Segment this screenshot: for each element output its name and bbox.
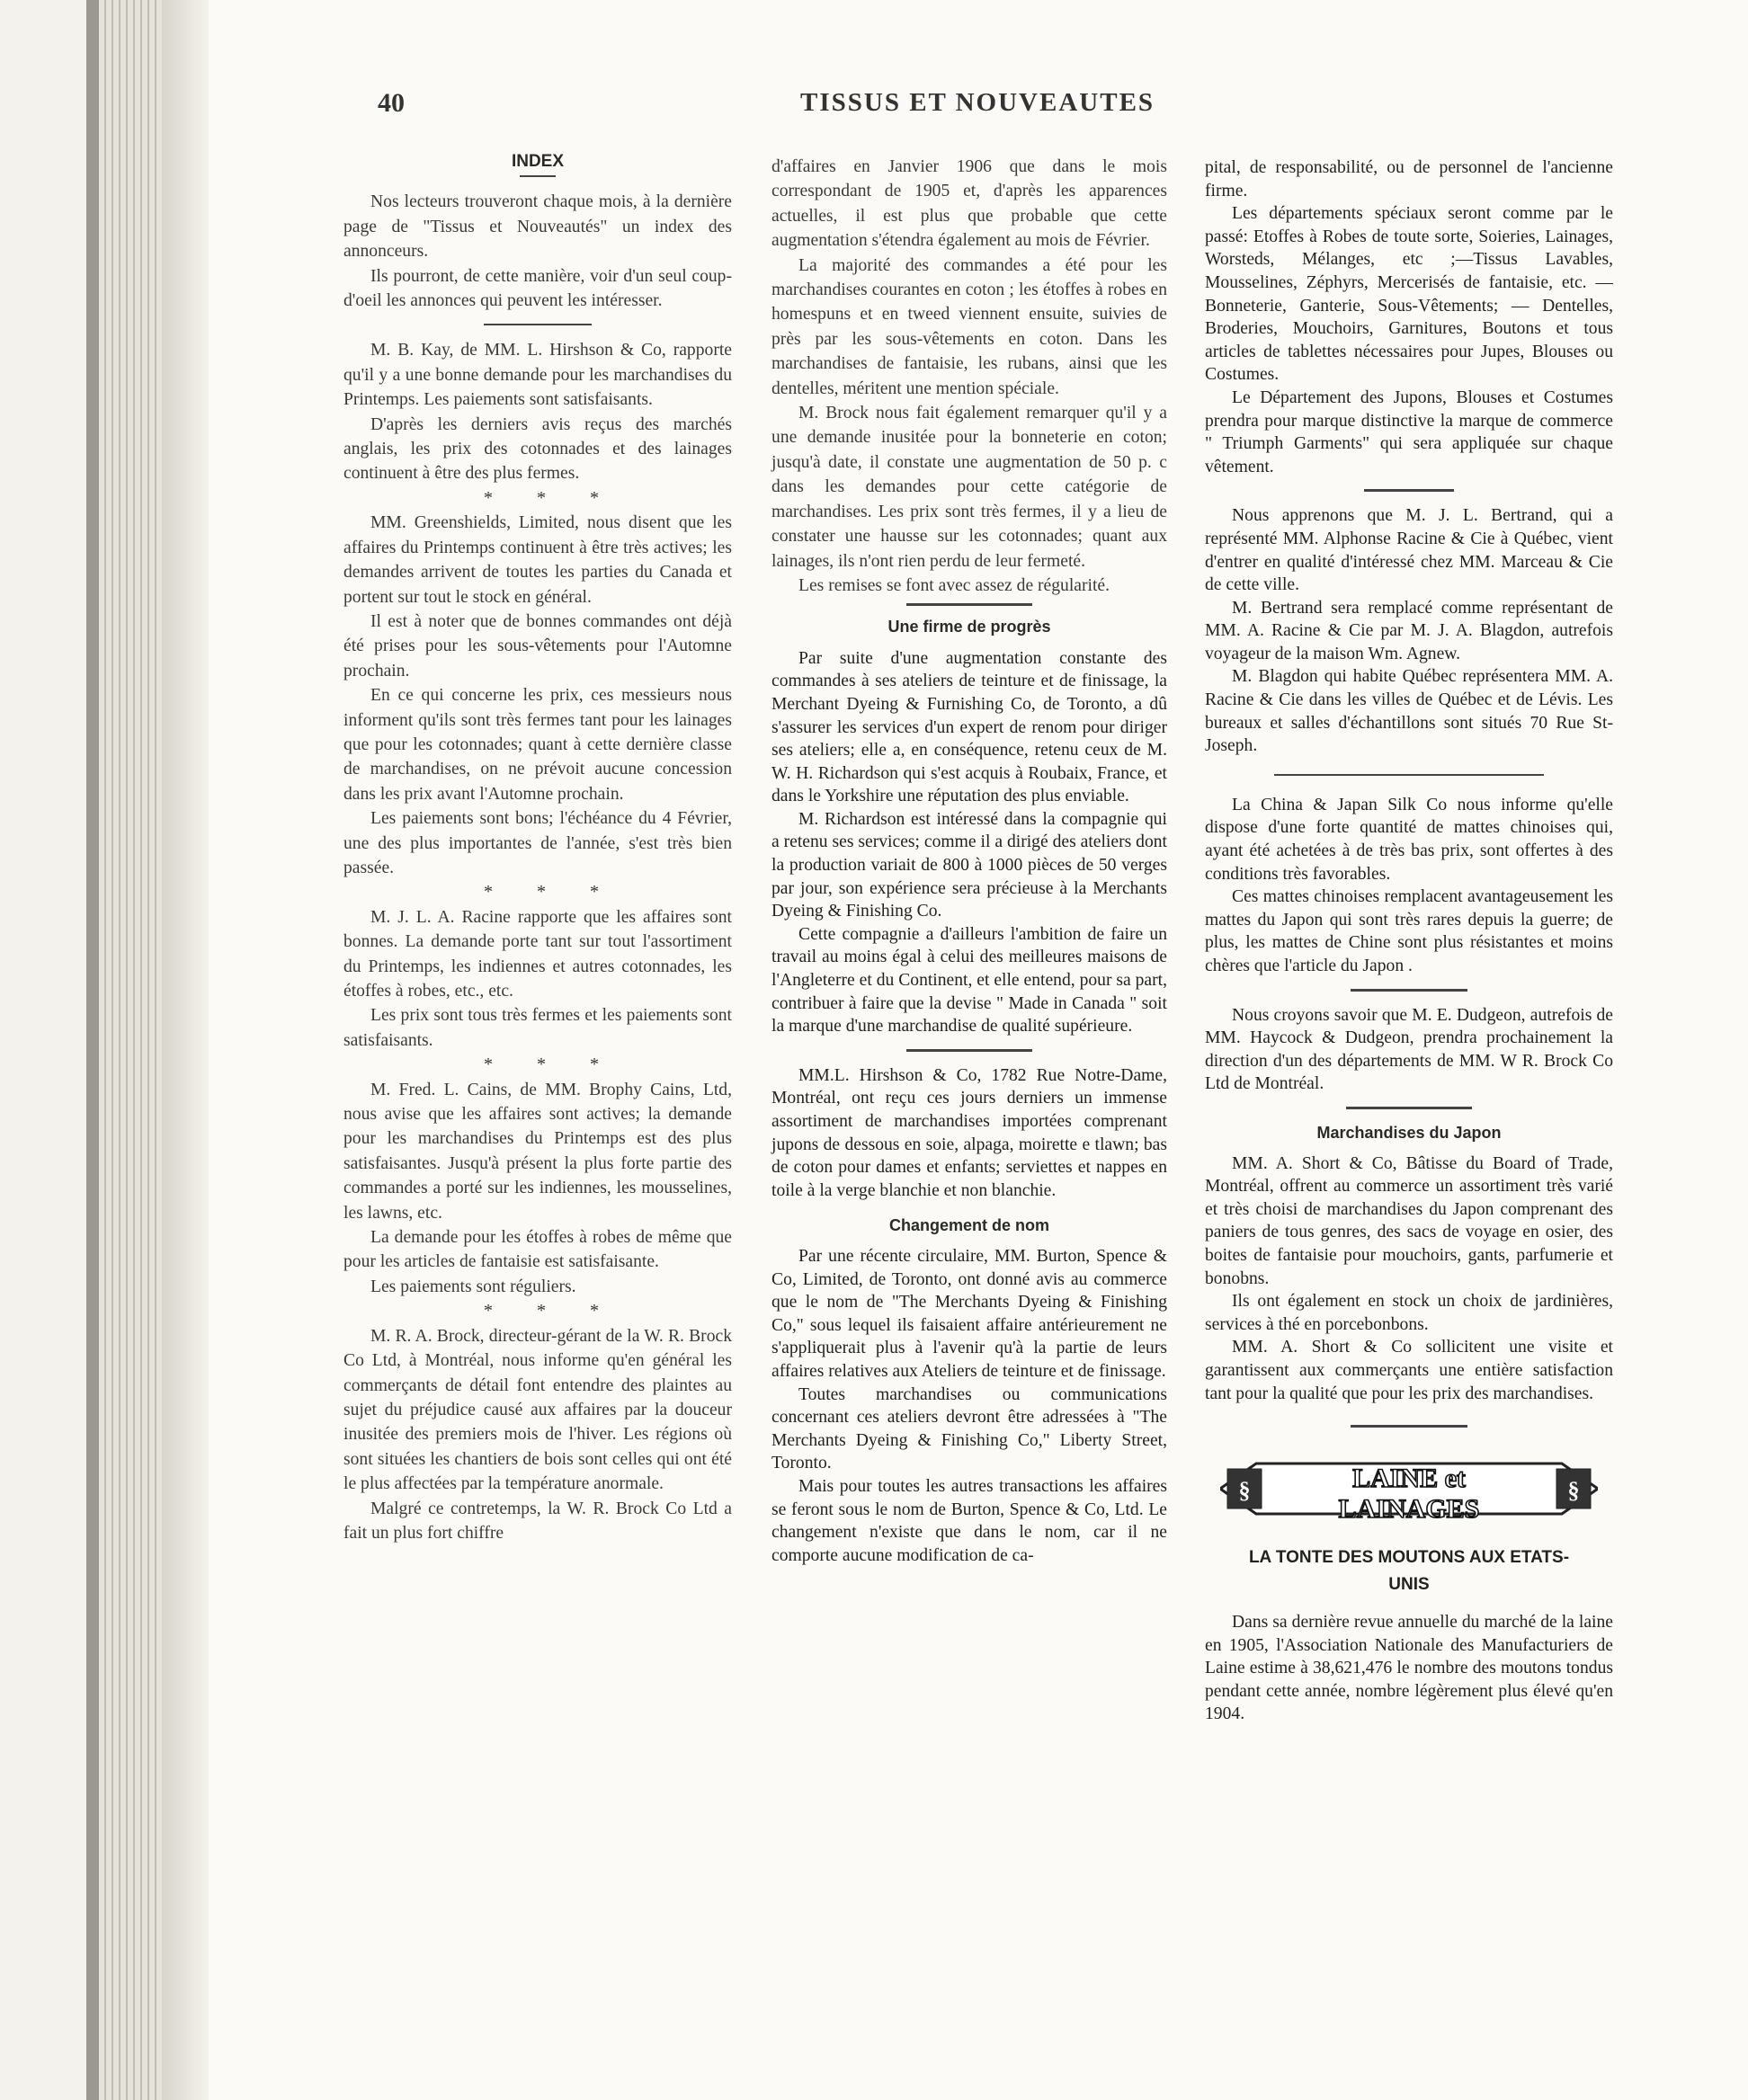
paragraph: M. Richardson est intéressé dans la compagnie qui a retenu ses services; comme il a dirigé des ateliers dont la production variait de 800 à 1000 pièces de 50 verges par jour, son expérience sera précieuse à la Merchants Dyeing & Finishing Co. xyxy=(771,809,1167,921)
paragraph: M. Bertrand sera remplacé comme représentant de MM. A. Racine & Cie par M. J. A. Blagdon, autrefois voyageur de la maison Wm. Agnew. xyxy=(1205,598,1613,663)
paragraph: MM. A. Short & Co, Bâtisse du Board of Trade, Montréal, offrent au commerce un assortiment très varié et très choisi de marchandises du Japon comprenant des paniers de tous genres, des sacs de voyage en osier, des boites de fantaisie pour mouchoirs, gants, parfumerie et bonobns. xyxy=(1205,1153,1613,1288)
divider-rule xyxy=(1351,989,1467,992)
stars-separator: * * * xyxy=(484,487,619,508)
logo-line-1: LAINE et xyxy=(1352,1464,1466,1494)
paragraph: La majorité des commandes a été pour les marchandises courantes en coton ; les étoffes à robes en homespuns et en tweed viennent ensuite, suivies de près par les sous-vêtements en coton. Dans les marchandises de fantaisie, les rubans, ainsi que les dentelles, méritent une mention spéciale. xyxy=(771,255,1167,398)
paragraph: M. Brock nous fait également remarquer qu'il y a une demande inusitée pour la bonneterie en coton; jusqu'à date, il constate une augmentation de 50 p. c dans les demandes pour cette catégorie de marchandises. Les prix sont très fermes, il y a lieu de constater une hausse sur les cotonnades; quant aux lainages, ils n'ont rien perdu de leur fermeté. xyxy=(771,404,1167,571)
section-heading-changement: Changement de nom xyxy=(888,1216,1049,1235)
stars-separator: * * * xyxy=(484,1301,619,1321)
running-title: TISSUS ET NOUVEAUTES xyxy=(800,88,1155,117)
paragraph: Cette compagnie a d'ailleurs l'ambition de faire un travail au moins égal à celui des meilleures maisons de l'Angleterre et du Continent, et elle entend, pour sa part, contribuer à faire que la devise " Made in Canada " soit la marque d'une marchandise de qualité supérieure. xyxy=(771,924,1167,1037)
page-number: 40 xyxy=(378,88,405,118)
paragraph: Les prix sont tous très fermes et les paiements sont satisfaisants. xyxy=(343,1006,732,1050)
paragraph: Ils ont également en stock un choix de jardinières, services à thé en porcebonbons. xyxy=(1205,1292,1613,1334)
stars-separator: * * * xyxy=(484,882,619,903)
paragraph: Nos lecteurs trouveront chaque mois, à la dernière page de "Tissus et Nouveautés" un index des annonceurs. xyxy=(343,192,732,262)
paragraph: M. J. L. A. Racine rapporte que les affaires sont bonnes. La demande porte tant sur tout l'assortiment du Printemps, les indiennes et autres cotonnades, les étoffes à robes, etc., etc. xyxy=(343,907,732,1001)
paragraph: M. B. Kay, de MM. L. Hirshson & Co, rapporte qu'il y a une bonne demande pour les marchandises du Printemps. Les paiements sont satisfaisants. xyxy=(343,341,732,410)
paragraph: Les remises se font avec assez de régularité. xyxy=(798,575,1110,595)
paragraph: Les départements spéciaux seront comme par le passé: Etoffes à Robes de toute sorte, Soieries, Lainages, Worsteds, Mélanges, etc ;—Tissus Lavables, Mousselines, Zéphyrs, Mercerisés de fantaisie, etc. — Bonneterie, Ganterie, Sous-Vêtements; — Dentelles, Broderies, Mouchoirs, Garnitures, Boutons et tous articles de tablettes nécessaires pour Jupes, Blouses ou Costumes. xyxy=(1205,204,1613,385)
divider-rule xyxy=(1351,1425,1467,1428)
paragraph: En ce qui concerne les prix, ces messieurs nous informent qu'ils sont très fermes tant pour les lainages que pour les cotonnades; quant à cette dernière classe de marchandises, on ne prévoit aucune concession dans les prix avant l'Automne prochain. xyxy=(343,686,732,804)
paragraph: La demande pour les étoffes à robes de même que pour les articles de fantaisie est satisfaisante. xyxy=(343,1228,732,1272)
laine-et-lainages-logo xyxy=(1220,1446,1598,1532)
book-edge-shadow xyxy=(86,0,99,2100)
paragraph: La China & Japan Silk Co nous informe qu'elle dispose d'une forte quantité de mattes chinoises qui, ayant été achetées à de très bas prix, sont offertes à des conditions très favorables. xyxy=(1205,795,1613,884)
paragraph: MM. Greenshields, Limited, nous disent que les affaires du Printemps continuent à être très actives; les demandes arrivent de toutes les parties du Canada et portent sur tout le stock en général. xyxy=(343,513,732,607)
paragraph: Par suite d'une augmentation constante des commandes à ses ateliers de teinture et de finissage, la Merchant Dyeing & Furnishing Co, de Toronto, a dû s'assurer les services d'un expert de renom pour diriger ses ateliers; elle a, en conséquence, retenu ceux de M. W. H. Richardson qui s'est acquis à Roubaix, France, et dans le Yorkshire une réputation des plus enviable. xyxy=(771,648,1167,806)
section-heading-japon: Marchandises du Japon xyxy=(1316,1123,1502,1142)
book-edge-page xyxy=(162,0,209,2100)
paragraph: Ces mattes chinoises remplacent avantageusement les mattes du Japon qui sont très rares depuis la guerre; de plus, les mattes de Chine sont plus résistantes et moins chères que l'article du Japon . xyxy=(1205,887,1613,975)
paragraph: Il est à noter que de bonnes commandes ont déjà été prises pour les sous-vêtements pour l'Automne prochain. xyxy=(343,611,732,681)
heading-rule xyxy=(520,175,556,177)
section-heading-index: INDEX xyxy=(511,152,565,171)
logo-left-glyph: § xyxy=(1238,1477,1251,1504)
divider-rule xyxy=(1274,774,1544,776)
paragraph: Les paiements sont bons; l'échéance du 4 Février, une des plus importantes de l'année, s'est très bien passée. xyxy=(343,809,732,877)
paragraph: d'affaires en Janvier 1906 que dans le mois correspondant de 1905 et, d'après les apparences actuelles, il est plus que probable que cette augmentation s'étendra également au mois de Février. xyxy=(771,157,1167,251)
paragraph: Nous apprenons que M. J. L. Bertrand, qui a représenté MM. Alphonse Racine & Cie à Québec, vient d'entrer en qualité d'intéressé chez MM. Marceau & Cie de cette ville. xyxy=(1205,506,1613,595)
column-1 xyxy=(343,147,732,1545)
paragraph: Malgré ce contretemps, la W. R. Brock Co Ltd a fait un plus fort chiffre xyxy=(343,1499,732,1543)
column-3 xyxy=(1205,156,1613,1726)
paragraph: M. Fred. L. Cains, de MM. Brophy Cains, Ltd, nous avise que les affaires sont actives; la demande pour les marchandises du Printemps est des plus satisfaisantes. Jusqu'à présent la plus forte partie des commandes a porté sur les indiennes, les mousselines, les lawns, etc. xyxy=(343,1080,732,1223)
paragraph: M. R. A. Brock, directeur-gérant de la W. R. Brock Co Ltd, à Montréal, nous informe qu'en général les commerçants de détail font entendre des plaintes au sujet du préjudice causé aux affaires par la douceur inusitée des premiers mois de l'hiver. Les régions où sont situées les chantiers de bois sont celles qui ont été le plus affectées par la température anormale. xyxy=(343,1326,732,1494)
dense-block xyxy=(771,647,1167,1568)
logo-right-glyph: § xyxy=(1567,1477,1580,1504)
divider-rule xyxy=(906,1049,1032,1052)
paragraph: M. Blagdon qui habite Québec représentera MM. A. Racine & Cie dans les villes de Québec et de Lévis. Les bureaux et salles d'échantillons sont situés 70 Rue St-Joseph. xyxy=(1205,667,1613,756)
book-edge-pages xyxy=(99,0,162,2100)
divider-rule xyxy=(484,324,592,325)
section-heading-tonte: LA TONTE DES MOUTONS AUX ETATS-UNIS xyxy=(1248,1548,1570,1595)
paragraph: Les paiements sont réguliers. xyxy=(370,1277,576,1296)
paragraph: Toutes marchandises ou communications concernant ces ateliers devront être adressées à "The Merchants Dyeing & Finishing Co," Liberty Street, Toronto. xyxy=(771,1384,1167,1473)
paragraph: pital, de responsabilité, ou de personnel de l'ancienne firme. xyxy=(1205,158,1613,200)
divider-rule xyxy=(1346,1107,1472,1109)
paragraph: Par une récente circulaire, MM. Burton, Spence & Co, Limited, de Toronto, ont donné avis au commerce que le nom de "The Merchants Dyeing & Finishing Co," sous lequel ils faisaient affaire antérieurement ne s'appliquerait plus à l'avenir qu'à la partie de leurs affaires relatives aux Ateliers de teinture et de finissage. xyxy=(771,1246,1167,1381)
divider-rule xyxy=(906,603,1032,606)
divider-rule xyxy=(1364,489,1454,492)
paragraph: Dans sa dernière revue annuelle du marché de la laine en 1905, l'Association Nationale des Manufacturiers de Laine estime à 38,621,476 le nombre des moutons tondus pendant cette année, nombre légèrement plus élevé qu'en 1904. xyxy=(1205,1613,1613,1724)
stars-separator: * * * xyxy=(484,1054,619,1075)
paragraph: Nous croyons savoir que M. E. Dudgeon, autrefois de MM. Haycock & Dudgeon, prendra prochainement la direction d'un des départements de MM. W R. Brock Co Ltd de Montréal. xyxy=(1205,1005,1613,1094)
paragraph: Ils pourront, de cette manière, voir d'un seul coup-d'oeil les annonces qui peuvent les intéresser. xyxy=(343,266,732,311)
paragraph: Le Département des Jupons, Blouses et Costumes prendra pour marque distinctive la marque de commerce " Triumph Garments" qui sera appliquée sur chaque vêtement. xyxy=(1205,387,1613,476)
column-2 xyxy=(771,155,1167,1567)
paragraph: MM. A. Short & Co sollicitent une visite et garantissent aux commerçants une entière satisfaction tant pour la qualité que pour les prix des marchandises. xyxy=(1205,1338,1613,1403)
paragraph: D'après les derniers avis reçus des marchés anglais, les prix des cotonnades et des lainages continuent à être des plus fermes. xyxy=(343,414,732,484)
logo-line-2: LAINAGES xyxy=(1338,1494,1480,1525)
paragraph: Mais pour toutes les autres transactions les affaires se feront sous le nom de Burton, Spence & Co, Ltd. Le changement n'existe que dans le nom, car il ne comporte aucune modification de ca- xyxy=(771,1476,1167,1565)
paragraph: MM.L. Hirshson & Co, 1782 Rue Notre-Dame, Montréal, ont reçu ces jours derniers un immense assortiment de marchandises importées comprenant jupons de dessous en soie, alpaga, moirette e tlawn; bas de coton pour dames et enfants; serviettes et nappes en toile à la verge blanchie et non blanchie. xyxy=(771,1065,1167,1200)
section-heading-une-firme: Une firme de progrès xyxy=(887,618,1051,636)
